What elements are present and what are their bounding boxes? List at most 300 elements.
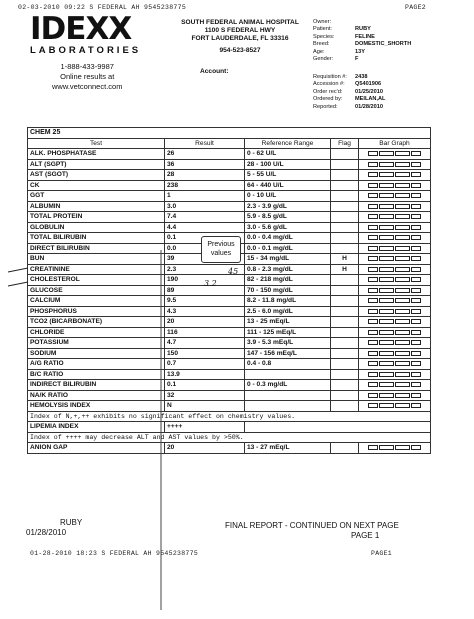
bar-segment bbox=[368, 351, 378, 356]
bar-graph-cell bbox=[359, 233, 431, 244]
creatinine-previous-value: 3.2 bbox=[204, 279, 217, 288]
reference-range: 0.4 - 0.8 bbox=[245, 359, 331, 370]
table-row bbox=[28, 180, 431, 191]
bar-graph bbox=[361, 277, 428, 282]
bar-graph bbox=[361, 319, 428, 324]
bar-segment bbox=[379, 172, 394, 177]
test-name: LIPEMIA INDEX bbox=[28, 422, 165, 433]
table-row bbox=[28, 222, 431, 233]
flag bbox=[331, 296, 359, 307]
bar-segment bbox=[368, 403, 378, 408]
bar-segment bbox=[379, 319, 394, 324]
bar-graph-cell bbox=[359, 243, 431, 254]
test-name: BUN bbox=[28, 254, 165, 265]
bar-graph bbox=[361, 298, 428, 303]
bar-segment bbox=[368, 361, 378, 366]
bar-graph-cell bbox=[359, 443, 431, 454]
col-flag: Flag bbox=[331, 138, 359, 149]
test-name: ALK. PHOSPHATASE bbox=[28, 149, 165, 160]
bar-segment bbox=[395, 309, 410, 314]
note-row bbox=[28, 411, 431, 422]
bar-segment bbox=[411, 393, 421, 398]
table-row bbox=[28, 275, 431, 286]
bar-graph-cell bbox=[359, 222, 431, 233]
bar-segment bbox=[395, 382, 410, 387]
reference-range bbox=[245, 401, 331, 412]
bar-segment bbox=[379, 288, 394, 293]
bar-segment bbox=[368, 393, 378, 398]
test-result: 36 bbox=[165, 159, 245, 170]
info-label: Order rec'd: bbox=[313, 88, 343, 95]
table-row bbox=[28, 285, 431, 296]
flag bbox=[331, 285, 359, 296]
bar-segment bbox=[379, 246, 394, 251]
info-value: MEILAN,AL bbox=[355, 96, 386, 103]
info-value: RUBY bbox=[355, 26, 371, 33]
bar-graph bbox=[361, 330, 428, 335]
bar-graph bbox=[361, 172, 428, 177]
fax-header: 02-03-2010 09:22 S FEDERAL AH 9545238775 bbox=[18, 4, 187, 11]
reference-range: 15 - 34 mg/dL bbox=[245, 254, 331, 265]
flag bbox=[331, 327, 359, 338]
flag bbox=[331, 369, 359, 380]
test-result: 116 bbox=[165, 327, 245, 338]
col-range: Reference Range bbox=[245, 138, 331, 149]
info-row bbox=[313, 49, 411, 56]
test-name: AST (SGOT) bbox=[28, 170, 165, 181]
bar-segment bbox=[411, 361, 421, 366]
test-name: HEMOLYSIS INDEX bbox=[28, 401, 165, 412]
bar-segment bbox=[379, 330, 394, 335]
reference-range bbox=[245, 369, 331, 380]
info-value: FELINE bbox=[355, 33, 375, 40]
test-result: 0.0 bbox=[165, 243, 245, 254]
test-result: 2.3 bbox=[165, 264, 245, 275]
bar-segment bbox=[368, 382, 378, 387]
info-label: Requisition #: bbox=[313, 74, 347, 80]
test-result: 20 bbox=[165, 443, 245, 454]
bar-segment bbox=[379, 162, 394, 167]
bar-segment bbox=[395, 372, 410, 377]
bar-segment bbox=[368, 319, 378, 324]
flag bbox=[331, 443, 359, 454]
bar-segment bbox=[411, 319, 421, 324]
bar-graph-cell bbox=[359, 359, 431, 370]
test-name: TCO2 (BICARBONATE) bbox=[28, 317, 165, 328]
info-row bbox=[313, 96, 385, 103]
info-row bbox=[313, 89, 385, 96]
empty-cell bbox=[245, 422, 431, 433]
bar-segment bbox=[368, 204, 378, 209]
bar-segment bbox=[395, 214, 410, 219]
footer-patient: RUBY bbox=[60, 518, 83, 527]
test-name: TOTAL BILIRUBIN bbox=[28, 233, 165, 244]
clinic-block bbox=[165, 19, 315, 55]
bar-graph-cell bbox=[359, 380, 431, 391]
test-result: 9.5 bbox=[165, 296, 245, 307]
bar-segment bbox=[379, 340, 394, 345]
bar-segment bbox=[411, 204, 421, 209]
info-value: 01/25/2010 bbox=[355, 88, 383, 95]
test-result: 89 bbox=[165, 285, 245, 296]
info-row bbox=[313, 26, 411, 33]
bar-segment bbox=[379, 403, 394, 408]
bar-segment bbox=[395, 235, 410, 240]
test-name: ANION GAP bbox=[28, 443, 165, 454]
col-result: Result bbox=[165, 138, 245, 149]
info-row bbox=[313, 74, 385, 81]
bar-graph-cell bbox=[359, 338, 431, 349]
bar-segment bbox=[395, 225, 410, 230]
table-row bbox=[28, 149, 431, 160]
table-row bbox=[28, 317, 431, 328]
clinic-address2: FORT LAUDERDALE, FL 33316 bbox=[191, 35, 289, 42]
info-value: 2438 bbox=[355, 74, 368, 80]
test-name: CREATININE bbox=[28, 264, 165, 275]
bar-graph bbox=[361, 193, 428, 198]
account-label: Account: bbox=[200, 68, 229, 75]
table-row bbox=[28, 191, 431, 202]
bar-graph-cell bbox=[359, 306, 431, 317]
test-result: 238 bbox=[165, 180, 245, 191]
bar-segment bbox=[379, 382, 394, 387]
flag bbox=[331, 222, 359, 233]
test-result: 150 bbox=[165, 348, 245, 359]
patient-info bbox=[313, 19, 411, 63]
bar-segment bbox=[379, 193, 394, 198]
reference-range: 111 - 125 mEq/L bbox=[245, 327, 331, 338]
test-name: POTASSIUM bbox=[28, 338, 165, 349]
bar-segment bbox=[368, 267, 378, 272]
bar-segment bbox=[395, 351, 410, 356]
bar-segment bbox=[395, 277, 410, 282]
bar-segment bbox=[395, 162, 410, 167]
bar-segment bbox=[368, 256, 378, 261]
footer-date: 01/28/2010 bbox=[26, 528, 67, 537]
table-row bbox=[28, 201, 431, 212]
test-result: 0.1 bbox=[165, 380, 245, 391]
bar-graph bbox=[361, 372, 428, 377]
bar-segment bbox=[411, 225, 421, 230]
clinic-address1: 1100 S FEDERAL HWY bbox=[204, 27, 276, 34]
test-result: 4.4 bbox=[165, 222, 245, 233]
footer-page: PAGE 1 bbox=[351, 531, 380, 540]
bar-segment bbox=[411, 372, 421, 377]
bar-segment bbox=[395, 183, 410, 188]
reference-range: 5 - 55 U/L bbox=[245, 170, 331, 181]
flag bbox=[331, 233, 359, 244]
test-result: 0.1 bbox=[165, 233, 245, 244]
final-report-note: FINAL REPORT - CONTINUED ON NEXT PAGE bbox=[225, 521, 399, 530]
test-name: ALT (SGPT) bbox=[28, 159, 165, 170]
bar-segment bbox=[368, 288, 378, 293]
bar-segment bbox=[379, 225, 394, 230]
order-info bbox=[313, 74, 385, 111]
flag: H bbox=[331, 264, 359, 275]
bar-segment bbox=[395, 361, 410, 366]
bar-segment bbox=[368, 372, 378, 377]
fax-footer: 01-28-2010 18:23 S FEDERAL AH 9545238775 bbox=[30, 550, 199, 557]
bar-segment bbox=[368, 309, 378, 314]
test-result: 0.7 bbox=[165, 359, 245, 370]
test-result: 1 bbox=[165, 191, 245, 202]
flag bbox=[331, 170, 359, 181]
test-name: GLUCOSE bbox=[28, 285, 165, 296]
bar-segment bbox=[411, 162, 421, 167]
test-result: ++++ bbox=[165, 422, 245, 433]
test-name: GGT bbox=[28, 191, 165, 202]
info-label: Accession #: bbox=[313, 81, 345, 88]
table-row bbox=[28, 338, 431, 349]
bar-segment bbox=[395, 172, 410, 177]
lipemia-note: Index of ++++ may decrease ALT and AST values by >50%. bbox=[28, 432, 431, 443]
test-name: SODIUM bbox=[28, 348, 165, 359]
reference-range: 2.3 - 3.9 g/dL bbox=[245, 201, 331, 212]
info-label: Gender: bbox=[313, 56, 334, 63]
fax-page: PAGE2 bbox=[405, 4, 427, 11]
reference-range: 3.0 - 5.6 g/dL bbox=[245, 222, 331, 233]
bar-graph-cell bbox=[359, 369, 431, 380]
bar-segment bbox=[411, 382, 421, 387]
bar-segment bbox=[379, 393, 394, 398]
reference-range: 147 - 156 mEq/L bbox=[245, 348, 331, 359]
bar-graph bbox=[361, 403, 428, 408]
reference-range: 0.8 - 2.3 mg/dL bbox=[245, 264, 331, 275]
bar-segment bbox=[395, 246, 410, 251]
table-row bbox=[28, 296, 431, 307]
bar-segment bbox=[379, 277, 394, 282]
flag bbox=[331, 212, 359, 223]
flag bbox=[331, 401, 359, 412]
info-value: 01/28/2010 bbox=[355, 103, 383, 110]
bar-segment bbox=[395, 204, 410, 209]
info-row bbox=[313, 56, 411, 63]
bar-graph bbox=[361, 225, 428, 230]
table-row bbox=[28, 369, 431, 380]
hemolysis-note: Index of N,+,++ exhibits no significant effect on chemistry values. bbox=[28, 411, 431, 422]
bar-segment bbox=[411, 277, 421, 282]
bar-segment bbox=[395, 445, 410, 450]
info-value: F bbox=[355, 56, 359, 63]
info-label: Owner: bbox=[313, 19, 332, 25]
flag bbox=[331, 390, 359, 401]
bar-graph-cell bbox=[359, 327, 431, 338]
bar-segment bbox=[395, 193, 410, 198]
bar-graph-cell bbox=[359, 264, 431, 275]
info-value: 13Y bbox=[355, 48, 365, 55]
bar-segment bbox=[379, 235, 394, 240]
info-label: Breed: bbox=[313, 41, 330, 48]
test-name: PHOSPHORUS bbox=[28, 306, 165, 317]
bar-segment bbox=[395, 340, 410, 345]
bar-graph bbox=[361, 445, 428, 450]
bar-graph-cell bbox=[359, 254, 431, 265]
test-result: 39 bbox=[165, 254, 245, 265]
reference-range: 2.5 - 6.0 mg/dL bbox=[245, 306, 331, 317]
test-name: CHLORIDE bbox=[28, 327, 165, 338]
info-row bbox=[313, 19, 411, 26]
bar-graph-cell bbox=[359, 170, 431, 181]
bun-previous-value: 45 bbox=[228, 267, 239, 276]
test-result: 26 bbox=[165, 149, 245, 160]
note-row bbox=[28, 432, 431, 443]
bar-segment bbox=[395, 298, 410, 303]
bar-graph-cell bbox=[359, 201, 431, 212]
table-row bbox=[28, 443, 431, 454]
bar-segment bbox=[411, 183, 421, 188]
bar-graph bbox=[361, 340, 428, 345]
flag bbox=[331, 149, 359, 160]
bar-graph-cell bbox=[359, 296, 431, 307]
bar-graph-cell bbox=[359, 317, 431, 328]
test-name: TOTAL PROTEIN bbox=[28, 212, 165, 223]
bar-graph bbox=[361, 204, 428, 209]
flag bbox=[331, 359, 359, 370]
bar-segment bbox=[368, 225, 378, 230]
bar-graph bbox=[361, 309, 428, 314]
idexx-logo: IDEXX bbox=[30, 11, 132, 47]
reference-range: 0 - 10 U/L bbox=[245, 191, 331, 202]
test-result: N bbox=[165, 401, 245, 412]
info-row bbox=[313, 81, 385, 88]
table-row bbox=[28, 306, 431, 317]
bar-segment bbox=[379, 183, 394, 188]
info-label: Patient: bbox=[313, 26, 332, 33]
reference-range: 8.2 - 11.8 mg/dL bbox=[245, 296, 331, 307]
bar-segment bbox=[411, 288, 421, 293]
bar-graph-cell bbox=[359, 180, 431, 191]
bar-segment bbox=[368, 183, 378, 188]
flag bbox=[331, 275, 359, 286]
bar-segment bbox=[379, 151, 394, 156]
logo-subtitle: LABORATORIES bbox=[30, 45, 142, 56]
bar-graph bbox=[361, 246, 428, 251]
bar-segment bbox=[379, 256, 394, 261]
table-row bbox=[28, 401, 431, 412]
table-row bbox=[28, 170, 431, 181]
bar-segment bbox=[379, 214, 394, 219]
flag: H bbox=[331, 254, 359, 265]
table-row bbox=[28, 348, 431, 359]
bar-segment bbox=[379, 204, 394, 209]
bar-graph bbox=[361, 256, 428, 261]
flag bbox=[331, 380, 359, 391]
bar-segment bbox=[411, 445, 421, 450]
reference-range: 0.0 - 0.4 mg/dL bbox=[245, 233, 331, 244]
test-result: 13.9 bbox=[165, 369, 245, 380]
bar-segment bbox=[395, 288, 410, 293]
bar-graph bbox=[361, 235, 428, 240]
bar-segment bbox=[368, 330, 378, 335]
flag bbox=[331, 180, 359, 191]
bar-segment bbox=[395, 256, 410, 261]
reference-range: 70 - 150 mg/dL bbox=[245, 285, 331, 296]
reference-range: 3.9 - 5.3 mEq/L bbox=[245, 338, 331, 349]
bar-segment bbox=[368, 172, 378, 177]
bar-segment bbox=[411, 172, 421, 177]
fax-footer-page: PAGE1 bbox=[371, 550, 393, 557]
info-label: Species: bbox=[313, 33, 335, 40]
table-row bbox=[28, 327, 431, 338]
bar-graph bbox=[361, 382, 428, 387]
bar-segment bbox=[379, 309, 394, 314]
bar-segment bbox=[368, 235, 378, 240]
flag bbox=[331, 191, 359, 202]
bar-segment bbox=[411, 309, 421, 314]
reference-range: 13 - 27 mEq/L bbox=[245, 443, 331, 454]
test-name: DIRECT BILIRUBIN bbox=[28, 243, 165, 254]
bar-graph bbox=[361, 393, 428, 398]
bar-segment bbox=[379, 372, 394, 377]
test-name: ALBUMIN bbox=[28, 201, 165, 212]
bar-segment bbox=[368, 445, 378, 450]
test-name: CHOLESTEROL bbox=[28, 275, 165, 286]
bar-segment bbox=[411, 151, 421, 156]
bar-segment bbox=[411, 351, 421, 356]
flag bbox=[331, 201, 359, 212]
bar-graph-cell bbox=[359, 149, 431, 160]
test-name: GLOBULIN bbox=[28, 222, 165, 233]
reference-range bbox=[245, 390, 331, 401]
info-row bbox=[313, 34, 411, 41]
bar-segment bbox=[368, 246, 378, 251]
bar-segment bbox=[368, 214, 378, 219]
table-row bbox=[28, 422, 431, 433]
bar-segment bbox=[395, 393, 410, 398]
test-result: 32 bbox=[165, 390, 245, 401]
phone-number: 1-888-433-9987 bbox=[60, 62, 114, 71]
test-name: NA/K RATIO bbox=[28, 390, 165, 401]
reference-range: 0 - 0.3 mg/dL bbox=[245, 380, 331, 391]
bar-graph bbox=[361, 267, 428, 272]
clinic-phone: 954-523-8527 bbox=[219, 47, 261, 54]
flag bbox=[331, 243, 359, 254]
test-result: 3.0 bbox=[165, 201, 245, 212]
test-name: A/G RATIO bbox=[28, 359, 165, 370]
bar-segment bbox=[411, 403, 421, 408]
info-value: Q5401906 bbox=[355, 81, 382, 88]
bar-segment bbox=[379, 267, 394, 272]
bar-segment bbox=[411, 246, 421, 251]
bar-graph-cell bbox=[359, 401, 431, 412]
info-label: Ordered by: bbox=[313, 96, 343, 103]
bar-graph-cell bbox=[359, 159, 431, 170]
bar-graph-cell bbox=[359, 191, 431, 202]
bar-graph bbox=[361, 361, 428, 366]
test-result: 7.4 bbox=[165, 212, 245, 223]
bar-segment bbox=[411, 256, 421, 261]
reference-range: 5.9 - 8.5 g/dL bbox=[245, 212, 331, 223]
bar-segment bbox=[379, 445, 394, 450]
test-result: 190 bbox=[165, 275, 245, 286]
bar-segment bbox=[395, 403, 410, 408]
table-row bbox=[28, 390, 431, 401]
reference-range: 28 - 100 U/L bbox=[245, 159, 331, 170]
bar-segment bbox=[368, 298, 378, 303]
col-test: Test bbox=[28, 138, 165, 149]
clinic-name: SOUTH FEDERAL ANIMAL HOSPITAL bbox=[181, 19, 299, 26]
bar-segment bbox=[368, 193, 378, 198]
test-result: 4.7 bbox=[165, 338, 245, 349]
reference-range: 64 - 440 U/L bbox=[245, 180, 331, 191]
bar-graph-cell bbox=[359, 348, 431, 359]
test-result: 28 bbox=[165, 170, 245, 181]
test-name: CALCIUM bbox=[28, 296, 165, 307]
bar-graph bbox=[361, 183, 428, 188]
bar-segment bbox=[379, 361, 394, 366]
bar-segment bbox=[411, 193, 421, 198]
panel-title: CHEM 25 bbox=[28, 128, 431, 139]
